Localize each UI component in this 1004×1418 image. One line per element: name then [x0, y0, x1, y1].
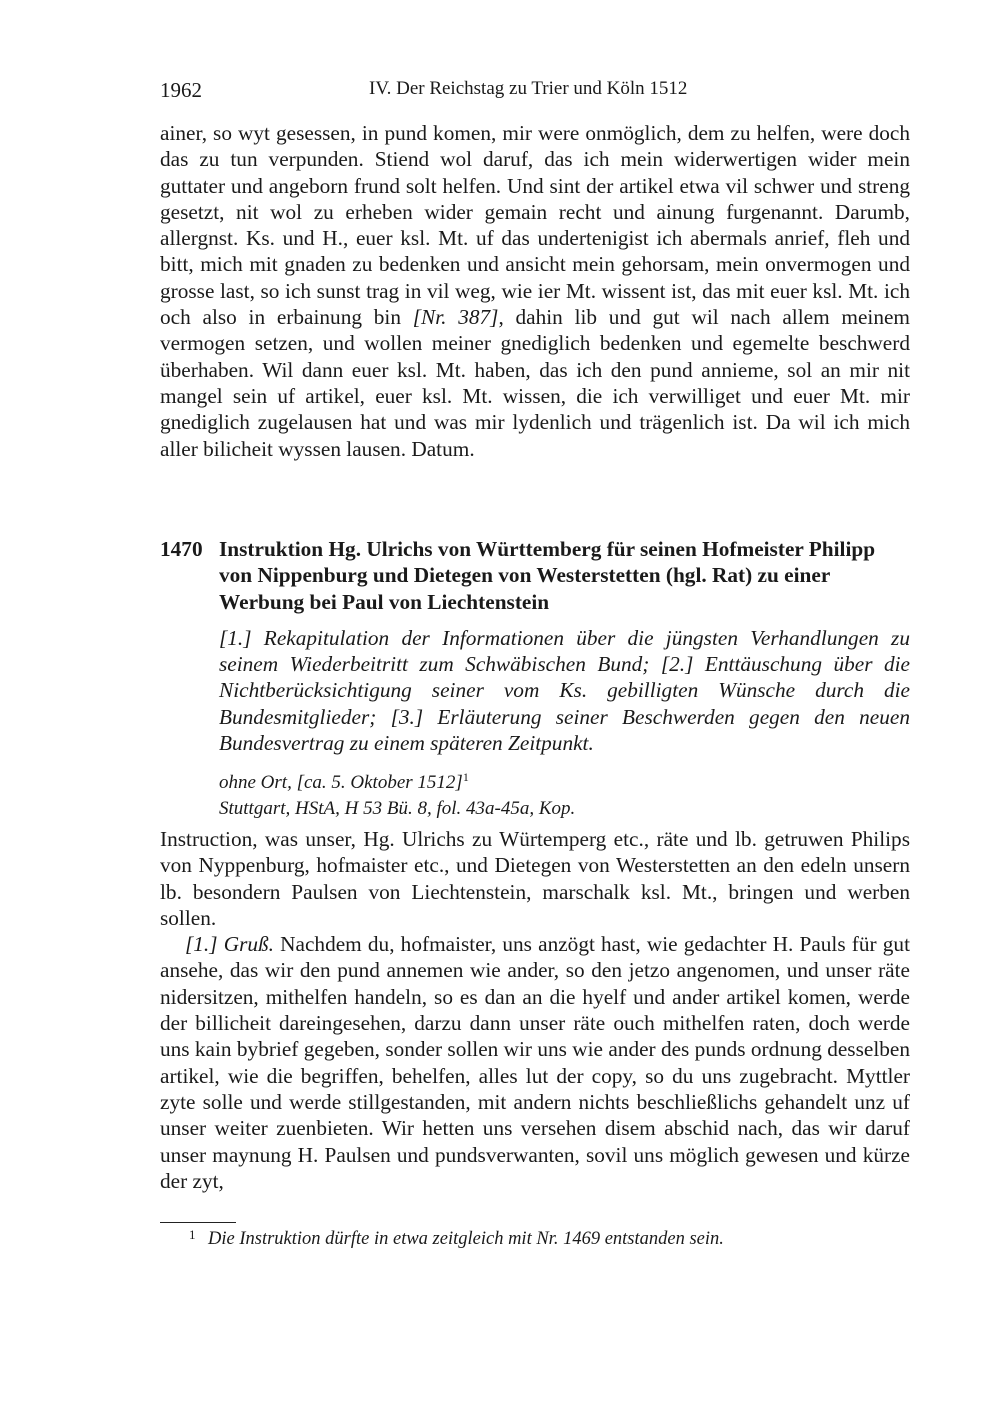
- continuation-paragraph: [160, 120, 910, 462]
- section-1-paragraph: [160, 931, 910, 1194]
- running-title: IV. Der Reichstag zu Trier und Köln 1512: [369, 78, 688, 99]
- continuation-text-a: ainer, so wyt gesessen, in pund komen, mir were onmöglich, dem zu helfen, were doch das zu tun verpunden. Stiend wol daruf, das ich mein widerwertigen wider mein guttater und angeborn frund solt helfen. Und sint der artikel etwa vil schwer und streng gesetzt, nit wol zu erheben wider gemain recht und ainung furgenannt. Darumb, allergnst. Ks. und H., euer ksl. Mt. uf das undertenigist ich abermals anrief, fleh und bitt, mich mit gnaden zu bedenken und ansicht mein gehorsam, mein onvermogen und grosse last, so ich sunst trag in vil weg, wie ier Mt. wissent ist, das mit euer ksl. Mt. ich och also in erbainung bin: [160, 121, 910, 330]
- footnote-number: 1: [189, 1227, 196, 1242]
- document-regest: [1.] Rekapitulation der Informationen über die jüngsten Verhandlungen zu seinem Wiederbeitritt zum Schwäbischen Bund; [2.] Enttäuschung über die Nichtberücksichtigung seiner vom Ks. gebilligten Wünsche durch die Bundesmitglieder; [3.] Erläuterung seiner Beschwerden gegen den neuen Bundesvertrag zu einem späteren Zeitpunkt.: [219, 625, 910, 756]
- date-place-line: [219, 764, 910, 796]
- footnote-divider: [160, 1222, 236, 1223]
- document-title: Instruktion Hg. Ulrichs von Württemberg für seinen Hofmeister Philipp von Nippenburg und Dietegen von Westerstetten (hgl. Rat) zu einer Werbung bei Paul von Liechtenstein: [219, 537, 876, 614]
- date-place: ohne Ort, [ca. 5. Oktober 1512]: [219, 772, 463, 794]
- source-line: Stuttgart, HStA, H 53 Bü. 8, fol. 43a-45a, Kop.: [219, 798, 576, 820]
- intro-paragraph: Instruction, was unser, Hg. Ulrichs zu Würtemperg etc., räte und lb. getruwen Philips von Nyppenburg, hofmaister etc., und Dietegen von Westerstetten an den edeln unsern lb. besondern Paulsen von Liechtenstein, marschalk ksl. Mt., bringen und werben sollen.: [160, 827, 910, 930]
- section-1-text: Nachdem du, hofmaister, uns anzögt hast, wie gedachter H. Pauls für gut ansehe, das wir den pund annemen wie ander, so den jetzo angenomen, und unser räte nidersitzen, mithelfen handeln, so es dan an die hyelf und ander artikel komen, werde der billicheit dareingesehen, darzu dann unser räte ouch mithelfen raten, doch werde uns kain bybrief gegeben, sonder sollen wir uns wie ander des punds ordnung desselben artikel, wie die begriffen, behelfen, alles lut der copy, so du uns zugebracht. Myttler zyte solle und werde stillgestanden, mit andern nichts beschließlichs gehandelt unz uf unser weiter zuenbieten. Wir hetten uns versehen disem abschid nach, das wir daruf unser maynung H. Paulsen und pundsverwanten, sovil uns möglich gewesen und kürze der zyt,: [160, 932, 910, 1193]
- document-number: 1470: [160, 537, 203, 561]
- running-head: [160, 78, 910, 106]
- main-text-block: [160, 826, 910, 1194]
- continuation-block: [160, 120, 910, 462]
- cross-reference: [Nr. 387]: [412, 305, 499, 330]
- footnote-marker: 1: [462, 770, 469, 785]
- section-1-label: [1.] Gruß.: [185, 932, 274, 957]
- document-header: [160, 536, 910, 822]
- continuation-text-b: , dahin lib und gut wil nach allem meinem vermogen setzen, und wollen meiner gnediglich bedenken und egemelte beschwerd überhaben. Wil dann euer ksl. Mt. haben, das ich den pund annieme, sol an mir nit mangel sein uf artikel, euer ksl. Mt. wissen, die ich verwilliget und euer Mt. mir gnediglich zugelausen hat und was mir lydenlich und trägenlich ist. Da wil ich mich aller bilicheit wyssen lausen. Datum.: [160, 305, 910, 461]
- page-number: 1962: [160, 78, 202, 102]
- footnote-text: Die Instruktion dürfte in etwa zeitgleich mit Nr. 1469 entstanden sein.: [208, 1229, 724, 1249]
